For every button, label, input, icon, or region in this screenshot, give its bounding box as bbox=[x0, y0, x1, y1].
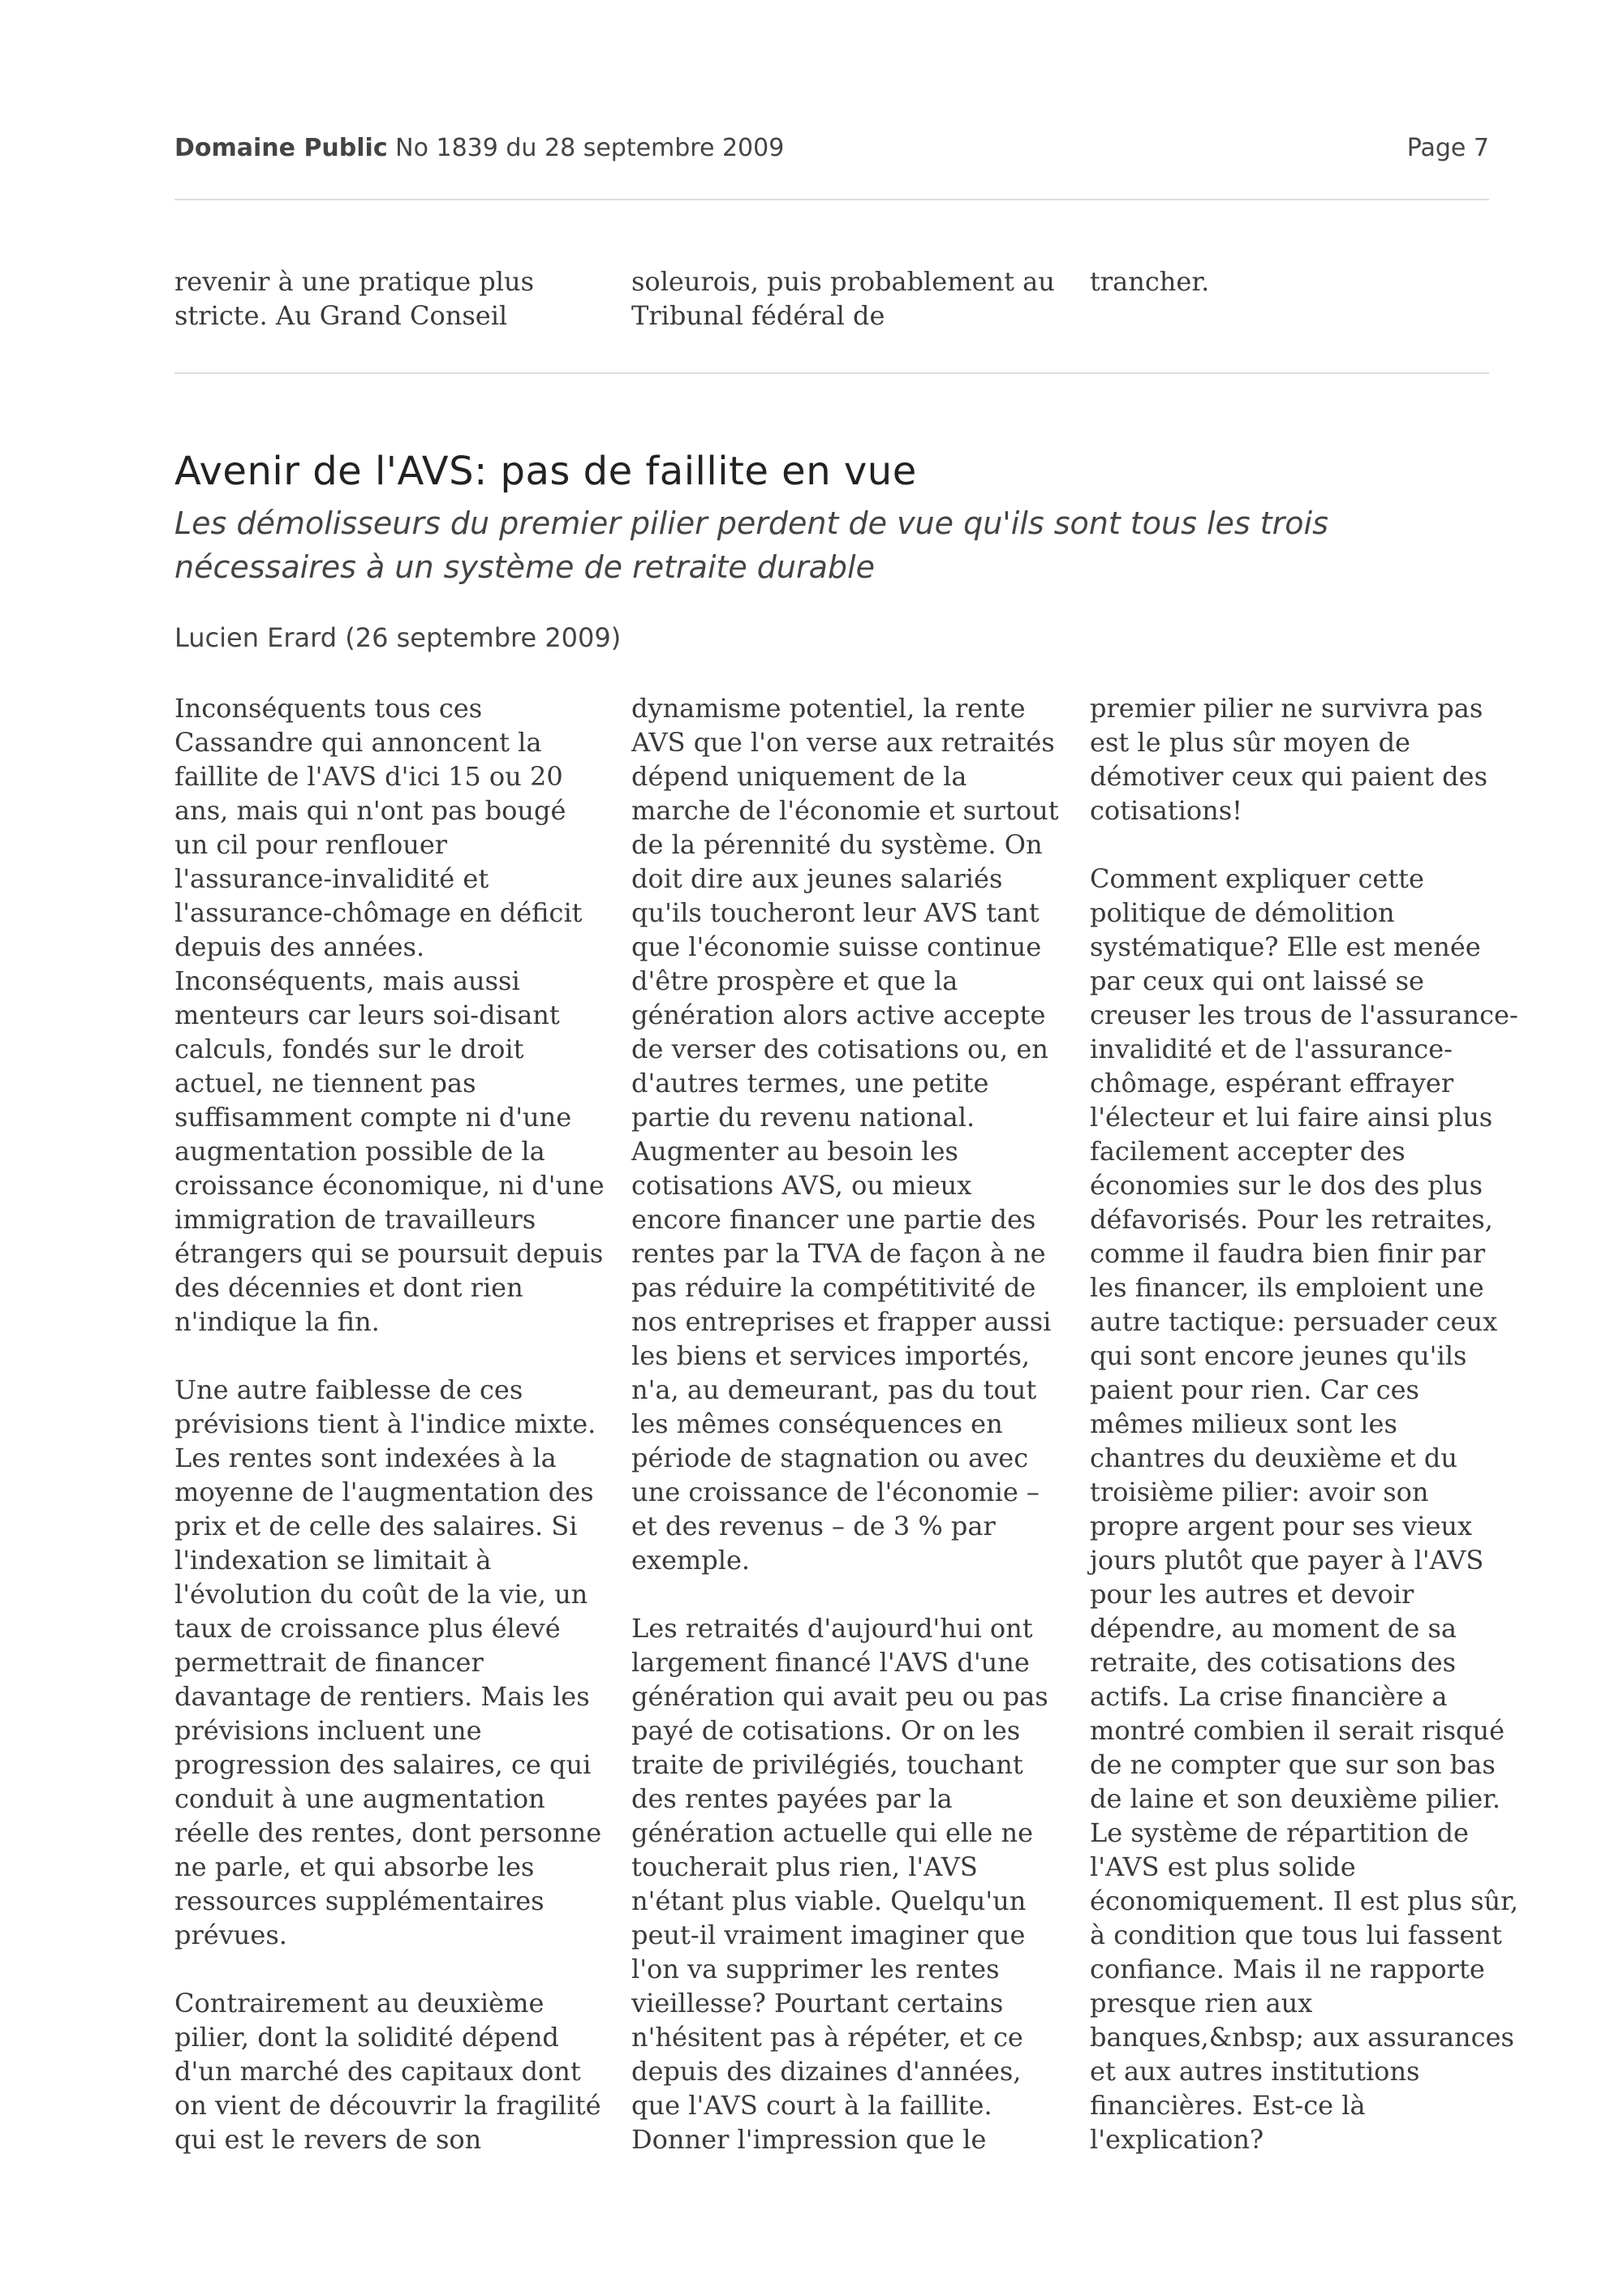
paragraph: Une autre faiblesse de ces prévisions tient à l'indice mixte. Les rentes sont indexées à la moyenne de l'augmentation des prix et de celle des salaires. Si l'indexation se limitait à l'évolution du coût de la vie, un taux de croissance plus élevé permettrait de financer davantage de rentiers. Mais les prévisions incluent une progression des salaires, ce qui conduit à une augmentation réelle des rentes, dont personne ne parle, et qui absorbe les ressources supplémentaires prévues. bbox=[174, 1374, 602, 1950]
paragraph: dynamisme potentiel, la rente AVS que l'on verse aux retraités dépend uniquement de la marche de l'économie et surtout de la pérennité du système. On doit dire aux jeunes salariés qu'ils toucheront leur AVS tant que l'économie suisse continue d'être prospère et que la génération alors active accepte de verser des cotisations ou, en d'autres termes, une petite partie du revenu national. Augmenter au besoin les cotisations AVS, ou mieux encore financer une partie des rentes par la TVA de façon à ne pas réduire la compétitivité de nos entreprises et frapper aussi les biens et services importés, n'a, au demeurant, pas du tout les mêmes conséquences en période de stagnation ou avec une croissance de l'économie – et des revenus – de 3 % par exemple. bbox=[631, 693, 1059, 1576]
paragraph: revenir à une pratique plus stricte. Au Grand Conseil bbox=[174, 266, 535, 331]
paragraph: Comment expliquer cette politique de démolition systématique? Elle est menée par ceux qui ont laissé se creuser les trous de l'assurance-invalidité et de l'assurance-chômage, espérant effrayer l'électeur et lui faire ainsi plus facilement accepter des économies sur le dos des plus défavorisés. Pour les retraites, comme il faudra bien finir par les financer, ils emploient une autre tactique: persuader ceux qui sont encore jeunes qu'ils paient pour rien. Car ces mêmes milieux sont les chantres du deuxième et du troisième pilier: avoir son propre argent pour ses vieux jours plutôt que payer à l'AVS pour les autres et devoir dépendre, au moment de sa retraite, des cotisations des actifs. La crise financière a montré combien il serait risqué de ne compter que sur son bas de laine et son deuxième pilier. Le système de répartition de l'AVS est plus solide économiquement. Il est plus sûr, à condition que tous lui fassent confiance. Mais il ne rapporte presque rien aux banques,&nbsp; aux assurances et aux autres institutions financières. Est-ce là l'explication? bbox=[1090, 863, 1519, 2155]
article-subtitle: Les démolisseurs du premier pilier perdent de vue qu'ils sont tous les trois nécessaires à un système de retraite durable bbox=[174, 505, 1328, 585]
article-divider bbox=[174, 372, 1489, 374]
paragraph: Les retraités d'aujourd'hui ont largement financé l'AVS d'une génération qui avait peu ou pas payé de cotisations. Or on les traite de privilégiés, touchant des rentes payées par la génération actuelle qui elle ne toucherait plus rien, l'AVS n'étant plus viable. Quelqu'un peut-il vraiment imaginer que l'on va supprimer les rentes vieillesse? Pourtant certains n'hésitent pas à répéter, et ce depuis des dizaines d'années, que l'AVS court à la faillite. Donner l'impression que le bbox=[631, 1613, 1048, 2155]
previous-article-column-2 bbox=[631, 264, 1061, 333]
article-column-1 bbox=[174, 691, 605, 2156]
previous-article-column-1 bbox=[174, 264, 605, 333]
header-divider bbox=[174, 199, 1489, 200]
article-column-3 bbox=[1090, 691, 1520, 2156]
article-title: Avenir de l'AVS: pas de faillite en vue bbox=[174, 449, 917, 494]
article-byline: Lucien Erard (26 septembre 2009) bbox=[174, 622, 622, 653]
previous-article-column-3 bbox=[1090, 264, 1520, 299]
page-number: Page 7 bbox=[1406, 134, 1489, 162]
paragraph: soleurois, puis probablement au Tribunal fédéral de bbox=[631, 266, 1055, 331]
issue-info: No 1839 du 28 septembre 2009 bbox=[395, 134, 785, 162]
paragraph: premier pilier ne survivra pas est le plus sûr moyen de démotiver ceux qui paient des cotisations! bbox=[1090, 693, 1488, 826]
paragraph: Inconséquents tous ces Cassandre qui annoncent la faillite de l'AVS d'ici 15 ou 20 ans, mais qui n'ont pas bougé un cil pour renflouer l'assurance-invalidité et l'assurance-chômage en déficit depuis des années. Inconséquents, mais aussi menteurs car leurs soi-disant calculs, fondés sur le droit actuel, ne tiennent pas suffisamment compte ni d'une augmentation possible de la croissance économique, ni d'une immigration de travailleurs étrangers qui se poursuit depuis des décennies et dont rien n'indique la fin. bbox=[174, 693, 605, 1337]
paragraph: Contrairement au deuxième pilier, dont la solidité dépend d'un marché des capitaux dont on vient de découvrir la fragilité qui est le revers de son bbox=[174, 1988, 601, 2155]
paragraph: trancher. bbox=[1090, 266, 1210, 297]
article-column-2 bbox=[631, 691, 1061, 2156]
page-header bbox=[174, 134, 1489, 170]
publication-name: Domaine Public bbox=[174, 134, 388, 162]
